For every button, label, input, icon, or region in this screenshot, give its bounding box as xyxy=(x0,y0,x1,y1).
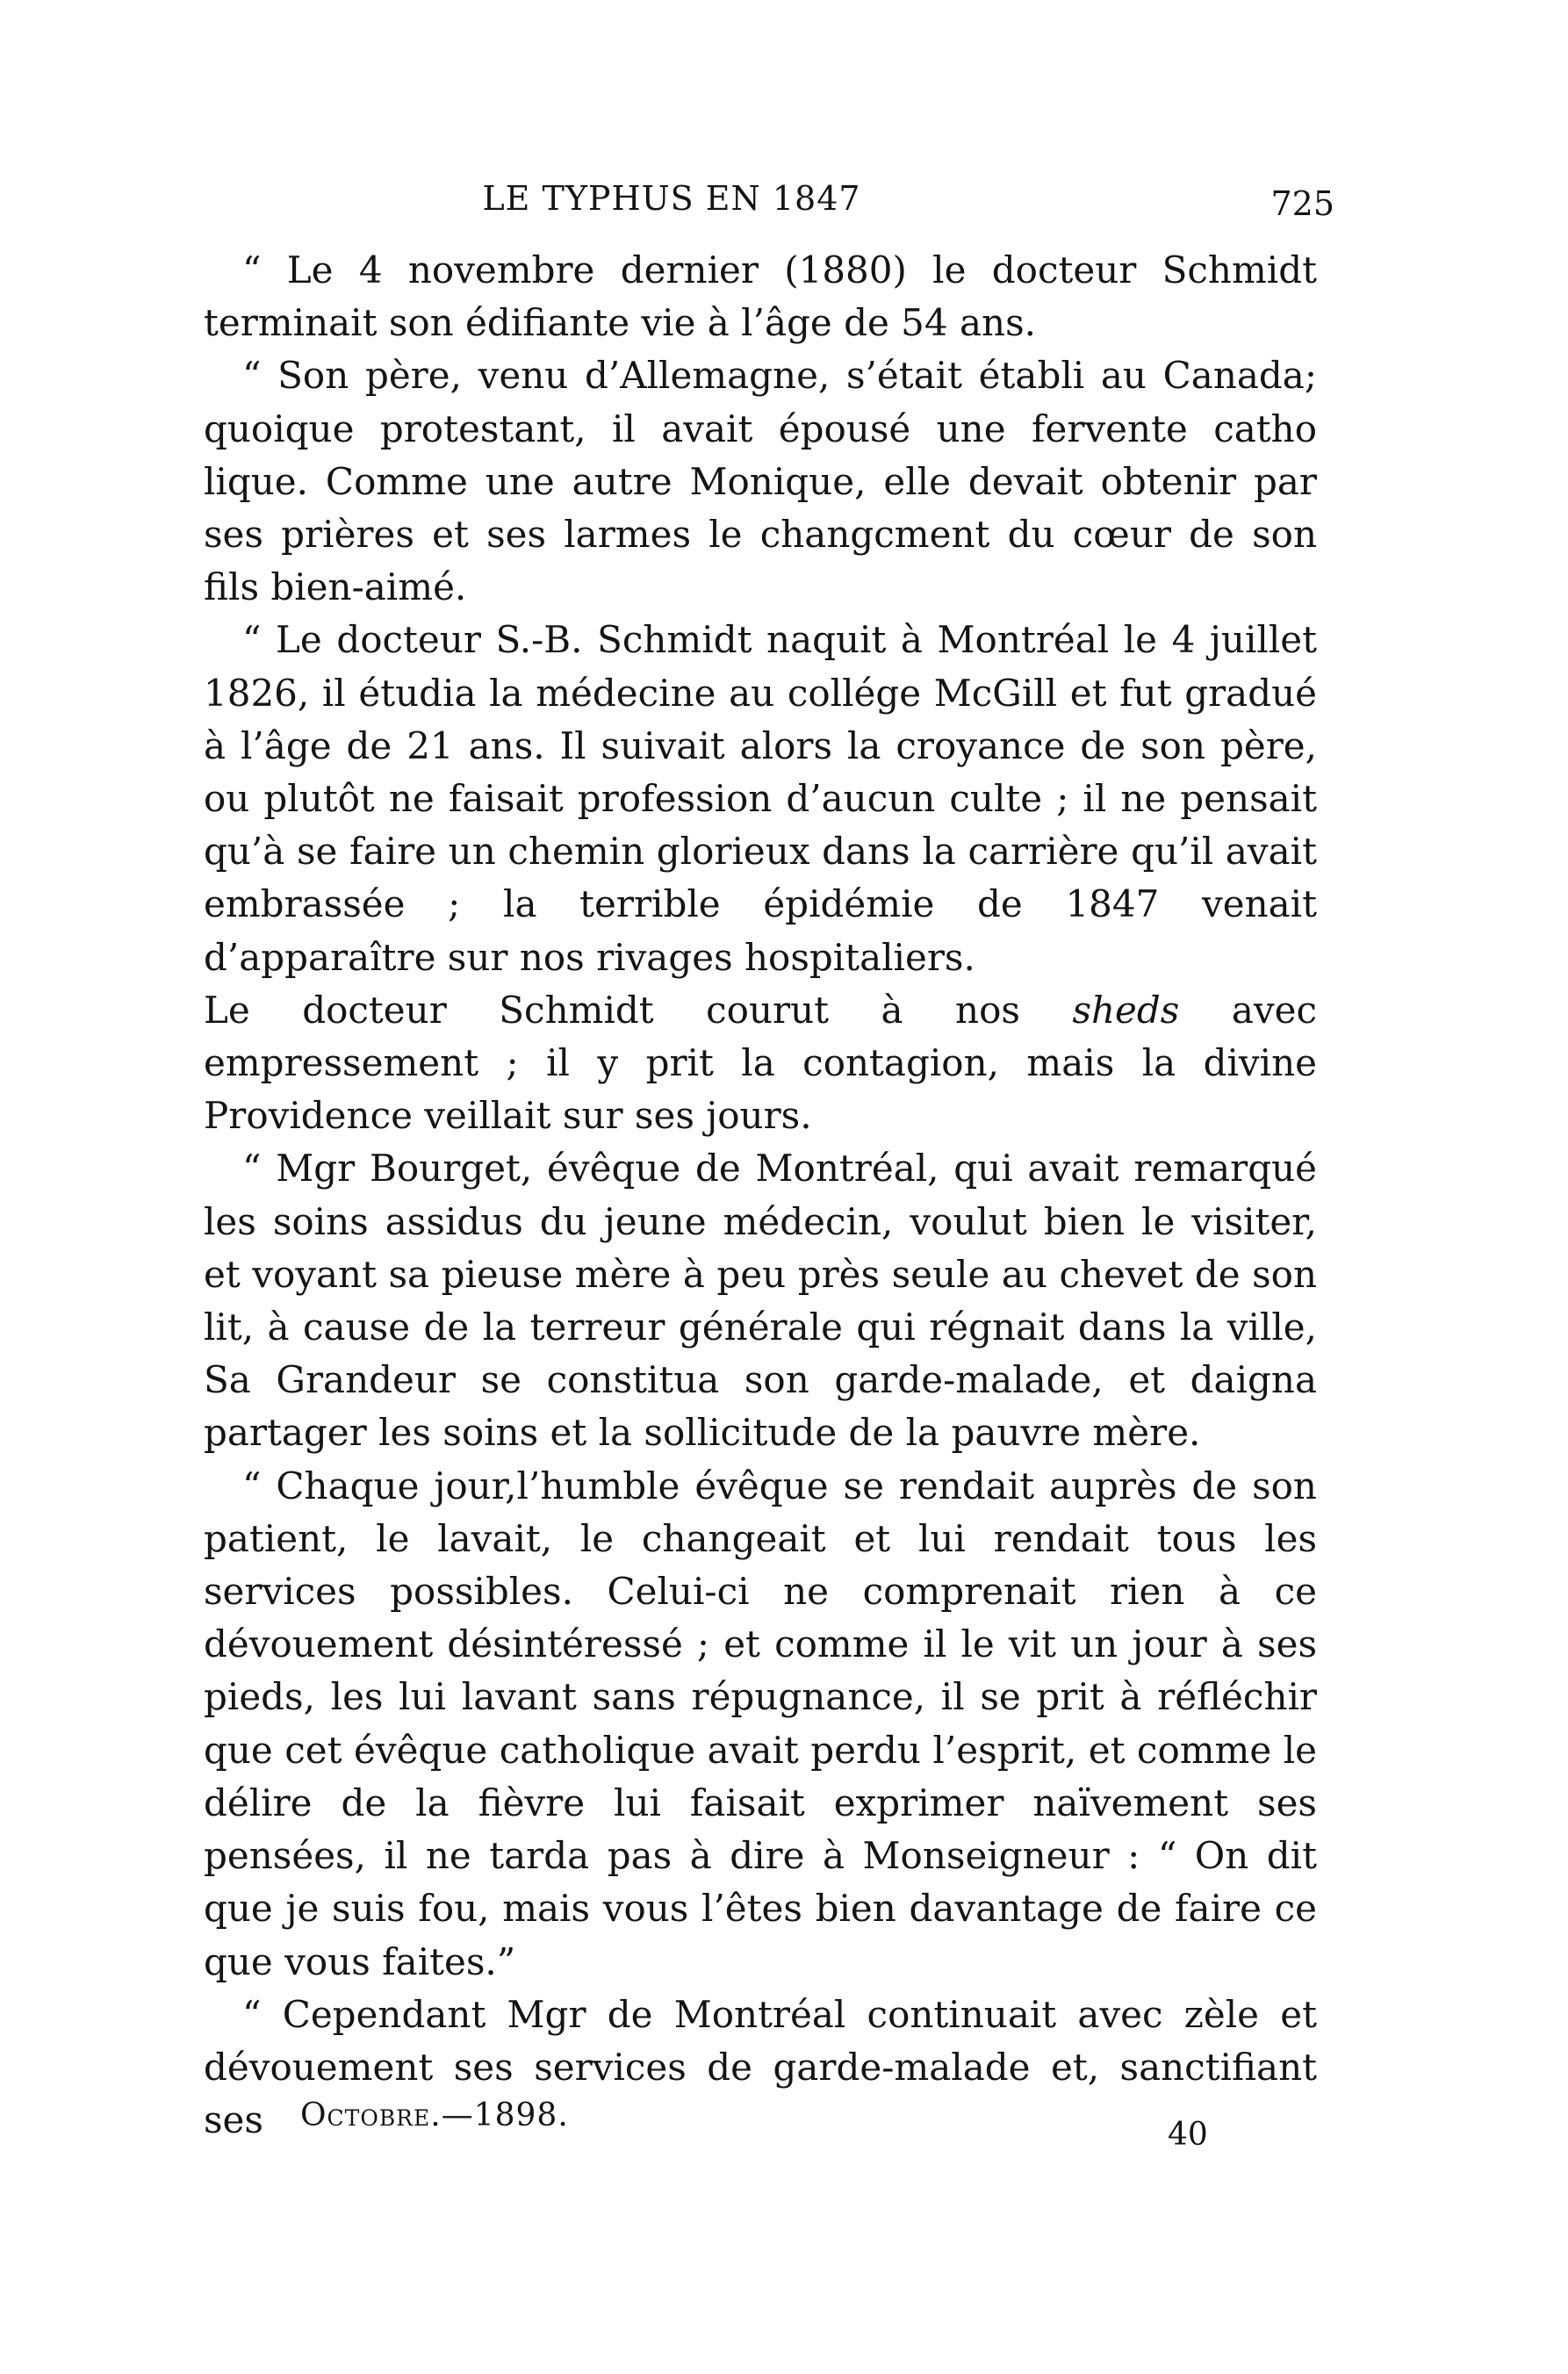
running-title: LE TYPHUS EN 1847 xyxy=(482,179,861,218)
sheds-sentence-start: Le docteur Schmidt courut à nos xyxy=(204,988,1020,1032)
sheds-sentence-end: avec empressement ; il y prit la contagion, mais la divine Providence veillait sur ses jours. xyxy=(204,988,1317,1138)
paragraph-daily-care: “ Chaque jour,l’humble évêque se rendait auprès de son patient, le lavait, le changeait et lui rendait tous les services possibles. Celui-ci ne comprenait rien à ce dévouement désintéressé ; et comme il le vit un jour à ses pieds, les lui lavant sans répugnance, il se prit à réfléchir que cet évêque catholique avait perdu l’esprit, et comme le délire de la fièvre lui faisait exprimer naïvement ses pensées, il ne tarda pas à dire à Monseigneur : “ On dit que je suis fou, mais vous l’êtes bien davantage de faire ce que vous faites.” xyxy=(204,1464,1317,1983)
footer-signature: Octobre.—1898. xyxy=(300,2097,569,2133)
page-number: 725 xyxy=(1270,184,1334,223)
running-head xyxy=(202,172,1334,225)
paragraph-continuation: “ Cependant Mgr de Montréal continuait avec zèle et dévouement ses services de garde-malade et, sanctifiant ses xyxy=(204,1992,1317,2142)
paragraph-father: “ Son père, venu d’Allemagne, s’était établi au Canada; quoique protestant, il avait épousé une fervente catho lique. Comme une autre Monique, elle devait obtenir par ses prières et ses larmes le changcment du cœur de son fils bien-aimé. xyxy=(204,354,1317,609)
paragraph-bishop-visit: “ Mgr Bourget, évêque de Montréal, qui avait remarqué les soins assidus du jeune médecin, voulut bien le visiter, et voyant sa pieuse mère à peu près seule au chevet de son lit, à cause de la terreur générale qui régnait dans la ville, Sa Grandeur se constitua son garde-malade, et daigna partager les soins et la sollicitude de la pauvre mère. xyxy=(204,1147,1317,1455)
page-footer xyxy=(204,2090,1317,2153)
sheds-italic-word: sheds xyxy=(1072,988,1180,1032)
paragraph-birth-studies: “ Le docteur S.-B. Schmidt naquit à Montréal le 4 juillet 1826, il étudia la médecine au collége McGill et fut gradué à l’âge de 21 ans. Il suivait alors la croyance de son père, ou plutôt ne faisait profession d’aucun culte ; il ne pensait qu’à se faire un chemin glorieux dans la carrière qu’il avait embrassée ; la terrible épidémie de 1847 venait d’apparaître sur nos rivages hospitaliers. xyxy=(204,618,1317,979)
body-text xyxy=(204,244,1317,2147)
paragraph-sheds xyxy=(204,984,1317,1143)
paragraph-death-notice: “ Le 4 novembre dernier (1880) le docteur Schmidt terminait son édifiante vie à l’âge de 54 ans. xyxy=(204,248,1317,345)
sheet-number: 40 xyxy=(1168,2117,1208,2153)
